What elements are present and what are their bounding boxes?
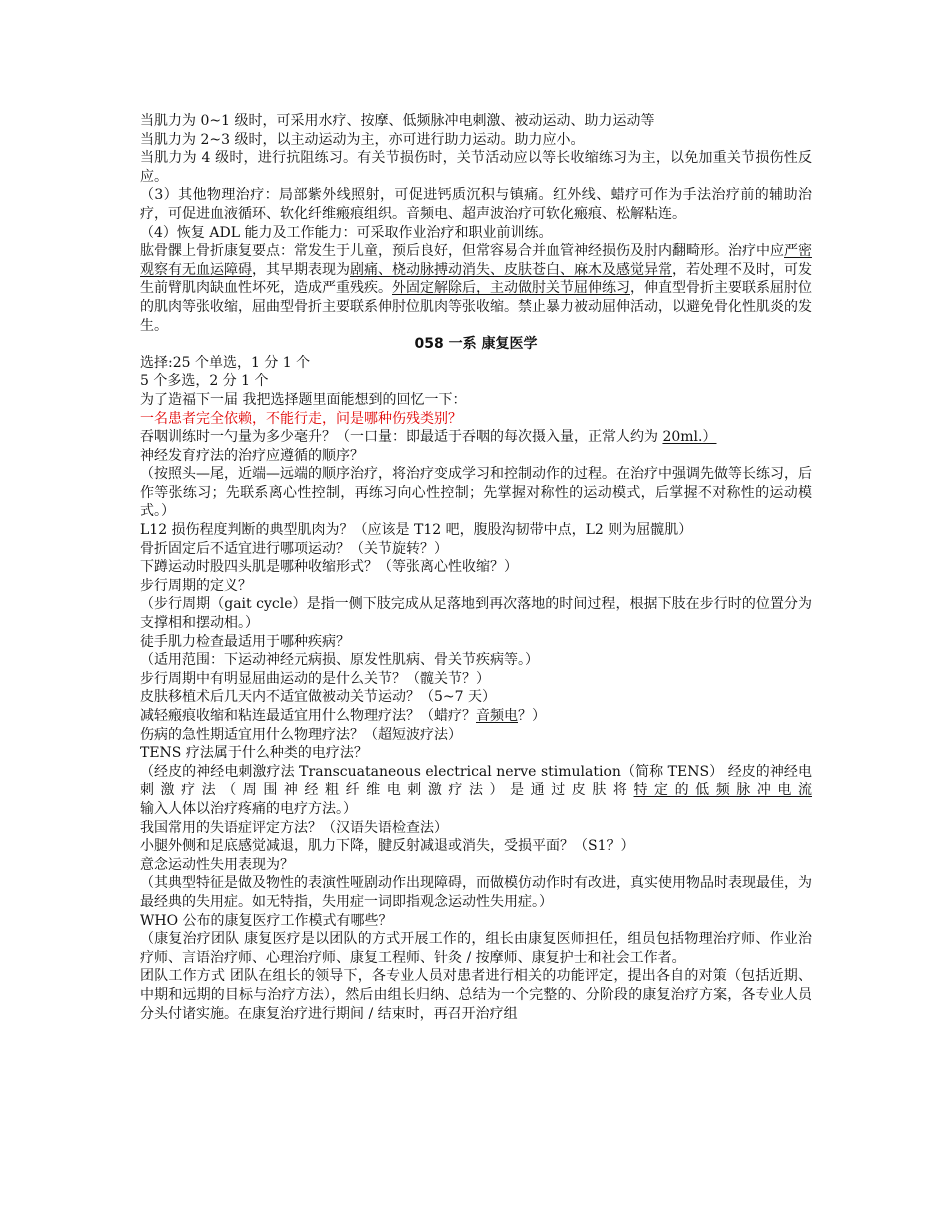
paragraph: 团队工作方式 团队在组长的领导下，各专业人员对患者进行相关的功能评定，提出各自的对策（包括近期、中期和远期的目标与治疗方法），然后由组长归纳、总结为一个完整的、分阶段的康复治疗方案，各专业人员分头付诸实施。在康复治疗进行期间 / 结束时，再召开治疗组: [140, 968, 812, 1022]
paragraph: 当肌力为 4 级时，进行抗阻练习。有关节损伤时，关节活动应以等长收缩练习为主，以免加重关节损伤性反应。: [140, 150, 812, 185]
paragraph: （其典型特征是做及物性的表演性哑剧动作出现障碍，而做模仿动作时有改进，真实使用物品时表现最佳，为最经典的失用症。如无特指，失用症一词即指观念运动性失用症。）: [140, 875, 812, 910]
questions-block: [140, 447, 812, 707]
swallow-question: [140, 428, 812, 447]
paragraph: 步行周期的定义？: [140, 577, 252, 594]
paragraph: 神经发育疗法的治疗应遵循的顺序？: [140, 447, 364, 464]
paragraph: （3）其他物理治疗：局部紫外线照射，可促进钙质沉积与镇痛。红外线、蜡疗可作为手法治疗前的辅助治疗，可促进血液循环、软化纤维瘢痕组织。音频电、超声波治疗可软化瘢痕、松解粘连。: [140, 187, 812, 222]
text-run: ？）: [518, 708, 546, 724]
paragraph: TENS 疗法属于什么种类的电疗法？: [140, 745, 368, 762]
paragraph: （4）恢复 ADL 能力及工作能力：可采取作业治疗和职业前训练。: [140, 224, 553, 241]
paragraph: （康复治疗团队 康复医疗是以团队的方式开展工作的，组长由康复医师担任，组员包括物理治疗师、作业治疗师、言语治疗师、心理治疗师、康复工程师、针灸 / 按摩师、康复护士和社会工作者。: [140, 931, 812, 966]
muscle-strength-block: [140, 112, 812, 242]
paragraph: 我国常用的失语症评定方法？（汉语失语检查法）: [140, 819, 448, 836]
underlined-text: 剧痛、桡动脉搏动消失、皮肤苍白、麻木及感觉异常: [350, 261, 672, 278]
text-run: 吞咽训练时一勺量为多少毫升？（一口量：即最适于吞咽的每次摄入量，正常人约为: [140, 429, 663, 446]
document-page: [140, 112, 812, 1023]
scar-question: [140, 707, 812, 726]
paragraph: 下蹲运动时股四头肌是哪种收缩形式？（等张离心性收缩？）: [140, 559, 518, 576]
paragraph: L12 损伤程度判断的典型肌肉为？（应该是 T12 吧，腹股沟韧带中点，L2 则为屈髋肌）: [140, 522, 693, 539]
paragraph: （适用范围：下运动神经元病损、原发性肌病、骨关节疾病等。）: [140, 652, 539, 669]
underlined-text: 特定的低频脉冲电流: [633, 782, 812, 799]
text-run: 减轻瘢痕收缩和粘连最适宜用什么物理疗法？（蜡疗？: [140, 708, 476, 724]
paragraph: WHO 公布的康复医疗工作模式有哪些？: [140, 912, 393, 929]
text-run: 输入人体以治疗疼痛的电疗方法。）: [140, 800, 357, 817]
paragraph: （步行周期（gait cycle）是指一侧下肢完成从足落地到再次落地的时间过程，根据下肢在步行时的位置分为支撑相和摆动相。）: [140, 596, 812, 632]
paragraph: 当肌力为 2~3 级时，以主动运动为主，亦可进行助力运动。助力应小。: [140, 131, 585, 148]
paragraph: 当肌力为 0~1 级时，可采用水疗、按摩、低频脉冲电刺激、被动运动、助力运动等: [140, 113, 655, 129]
underlined-text: 音频电: [476, 708, 518, 724]
underlined-text: 20ml.）: [662, 429, 717, 446]
intro-block: [140, 354, 812, 410]
tens-answer: [140, 763, 812, 819]
humerus-fracture-paragraph: [140, 242, 812, 335]
paragraph: 意念运动性失用表现为？: [140, 856, 294, 873]
paragraph: 小腿外侧和足底感觉减退，肌力下降，腱反射减退或消失，受损平面？（S1？）: [140, 838, 635, 855]
paragraph: 为了造福下一届 我把选择题里面能想到的回忆一下：: [140, 391, 467, 408]
paragraph: 骨折固定后不适宜进行哪项运动？（关节旋转？）: [140, 540, 448, 557]
section-heading: 058 一系 康复医学: [414, 336, 538, 353]
paragraph: 伤病的急性期适宜用什么物理疗法？（超短波疗法）: [140, 726, 462, 743]
text-run: ，伸直型骨折主要联系屈肘位的肌肉等张收缩，屈曲型骨折主要联系伸肘位肌肉等张收缩。禁止暴力被动屈伸活动，以避免骨化性肌炎的发生。: [140, 280, 812, 334]
text-run: ，其早期表现为: [252, 261, 350, 278]
paragraph: 皮肤移植术后几天内不适宜做被动关节运动？（5~7 天）: [140, 689, 496, 706]
text-run: （经皮的神经电刺激疗法 Transcuataneous electrical nerve stimulation（简称 TENS） 经皮的神经电刺激疗法（周围神经粗纤维电刺激疗法）是通过皮肤将: [140, 763, 812, 799]
underlined-text: 严密观察有无血运障碍: [140, 243, 812, 278]
text-run: ，若处理不及时，可发生前臂肌肉缺血性坏死，造成严重残疾。: [140, 261, 812, 297]
highlighted-question: 一名患者完全依赖，不能行走，问是哪种伤残类别？: [140, 410, 462, 427]
paragraph: 徒手肌力检查最适用于哪种疾病？: [140, 633, 350, 650]
paragraph: 步行周期中有明显屈曲运动的是什么关节？（髋关节？）: [140, 670, 490, 687]
paragraph: （按照头—尾，近端—远端的顺序治疗，将治疗变成学习和控制动作的过程。在治疗中强调先做等长练习，后作等张练习；先联系离心性控制，再练习向心性控制；先掌握对称性的运动模式，后掌握不对称性的运动模式。）: [140, 466, 812, 520]
paragraph: 选择:25 个单选，1 分 1 个: [140, 354, 311, 371]
questions-block: [140, 726, 812, 763]
text-run: 肱骨髁上骨折康复要点：常发生于儿童，预后良好，但常容易合并血管神经损伤及肘内翻畸形。治疗中应: [140, 243, 784, 260]
underlined-text: 外固定解除后，主动做肘关节屈伸练习: [392, 280, 630, 297]
questions-block: [140, 819, 812, 1024]
paragraph: 5 个多选，2 分 1 个: [140, 373, 269, 390]
